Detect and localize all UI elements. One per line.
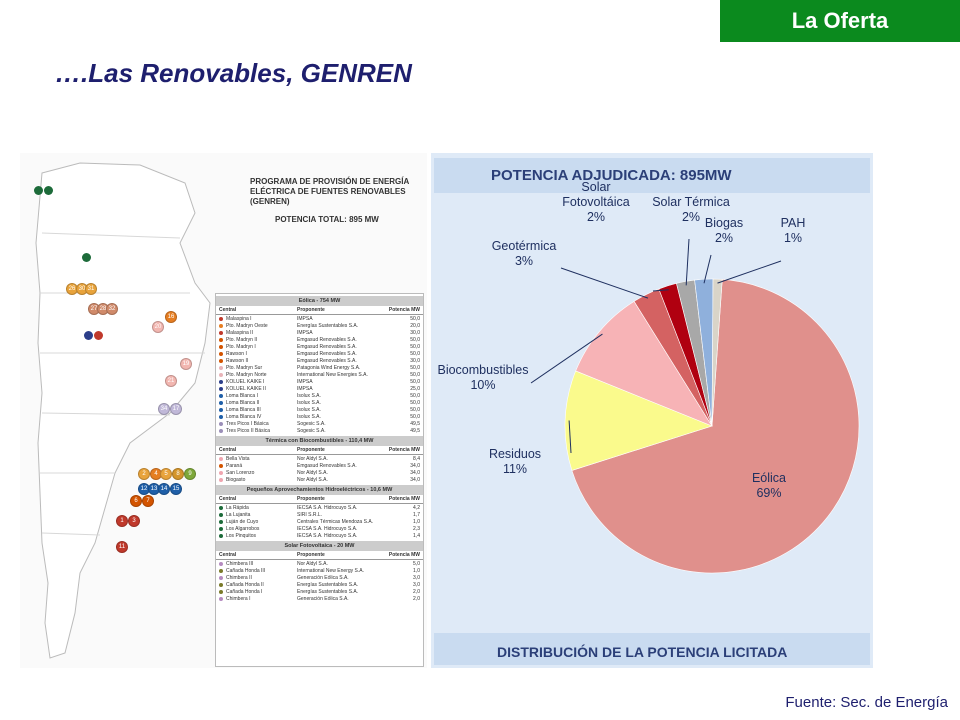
legend-dot [219, 331, 223, 335]
legend-dot [219, 429, 223, 433]
legend-dot [219, 352, 223, 356]
pie-label [714, 471, 824, 501]
cell-proponente: Emgasud Renovables S.A. [297, 462, 357, 469]
map-heading: PROGRAMA DE PROVISIÓN DE ENERGÍA ELÉCTRICA DE FUENTES RENOVABLES (GENREN) [250, 177, 409, 206]
leader-line [717, 261, 781, 283]
cell-potencia: 25,0 [410, 385, 420, 392]
map-marker: 2 [138, 468, 150, 480]
table-header [216, 306, 423, 315]
table-row [216, 413, 423, 420]
cell-proponente: Sogesic S.A. [297, 420, 326, 427]
cell-central: Paraná [219, 463, 297, 469]
cell-proponente: Isolux S.A. [297, 413, 321, 420]
plants-table [216, 541, 423, 602]
legend-dot [219, 520, 223, 524]
table-row [216, 525, 423, 532]
cell-central: La Rápida [219, 505, 297, 511]
cell-proponente: IMPSA [297, 378, 313, 385]
map-marker: 3 [128, 515, 140, 527]
map-marker: 21 [165, 375, 177, 387]
map-marker: 1 [116, 515, 128, 527]
cell-potencia: 50,0 [410, 364, 420, 371]
table-row [216, 406, 423, 413]
cell-central: Cañada Honda II [219, 582, 297, 588]
cell-proponente: IMPSA [297, 329, 313, 336]
col-central: Central [219, 447, 237, 453]
cell-proponente: Energías Sustentables S.A. [297, 322, 359, 329]
table-row [216, 315, 423, 322]
cell-potencia: 2,3 [413, 525, 420, 532]
cell-proponente: International New Energy S.A. [297, 567, 364, 574]
table-row [216, 588, 423, 595]
table-row [216, 462, 423, 469]
map-total: POTENCIA TOTAL: 895 MW [275, 215, 379, 224]
map-marker: 11 [116, 541, 128, 553]
map-marker: 28 [97, 303, 109, 315]
table-row [216, 511, 423, 518]
cell-potencia: 2,0 [413, 595, 420, 602]
legend-dot [219, 464, 223, 468]
cell-potencia: 49,5 [410, 420, 420, 427]
pie-label-value: 11% [502, 462, 528, 476]
cell-central: Bella Vista [219, 456, 297, 462]
legend-dot [219, 317, 223, 321]
cell-central: KOLUEL KAIKE II [219, 386, 297, 392]
cell-proponente: Nor Aldyl S.A. [297, 560, 328, 567]
cell-potencia: 50,0 [410, 413, 420, 420]
cell-proponente: IECSA S.A. Hidrocuyo S.A. [297, 532, 358, 539]
table-header [216, 495, 423, 504]
cell-central: Biogasto [219, 477, 297, 483]
legend-dot [219, 583, 223, 587]
cell-potencia: 50,0 [410, 315, 420, 322]
map-marker: 5 [160, 468, 172, 480]
cell-proponente: IECSA S.A. Hidrocuyo S.A. [297, 504, 358, 511]
map-marker: 31 [85, 283, 97, 295]
pie-label [460, 447, 570, 477]
table-row [216, 343, 423, 350]
legend-dot [219, 562, 223, 566]
cell-potencia: 3,0 [413, 574, 420, 581]
table-row [216, 371, 423, 378]
legend-dot [219, 401, 223, 405]
cell-proponente: Isolux S.A. [297, 392, 321, 399]
source-note: Fuente: Sec. de Energía [785, 694, 948, 711]
pie-label-name: Geotérmica [491, 239, 557, 253]
legend-dot [219, 394, 223, 398]
cell-potencia: 50,0 [410, 378, 420, 385]
cell-central: Cañada Honda III [219, 568, 297, 574]
col-proponente: Proponente [297, 447, 325, 453]
pie-label-value: 3% [514, 254, 534, 268]
cell-potencia: 50,0 [410, 392, 420, 399]
pie-label-name: Residuos [488, 447, 542, 461]
cell-potencia: 8,4 [413, 455, 420, 462]
cell-proponente: IMPSA [297, 315, 313, 322]
map-marker: 6 [130, 495, 142, 507]
pie-label-value: 10% [470, 378, 496, 392]
table-row [216, 469, 423, 476]
cell-proponente: Emgasud Renovables S.A. [297, 350, 357, 357]
page-title: ….Las Renovables, GENREN [55, 58, 412, 88]
cell-proponente: Emgasud Renovables S.A. [297, 357, 357, 364]
cell-proponente: Nor Aldyl S.A. [297, 476, 328, 483]
cell-proponente: Isolux S.A. [297, 406, 321, 413]
legend-dot [219, 590, 223, 594]
table-row [216, 357, 423, 364]
cell-central: San Lorenzo [219, 470, 297, 476]
pie-label [431, 363, 538, 393]
cell-potencia: 50,0 [410, 371, 420, 378]
table-header [216, 446, 423, 455]
pie-label-name: Solar [581, 180, 611, 194]
cell-central: Tres Picos II Básica [219, 428, 297, 434]
legend-dot [219, 324, 223, 328]
cell-potencia: 50,0 [410, 343, 420, 350]
table-row [216, 322, 423, 329]
table-row [216, 567, 423, 574]
table-title: Eólica - 754 MW [216, 296, 423, 306]
cell-potencia: 34,0 [410, 462, 420, 469]
legend-dot [219, 457, 223, 461]
pie-label [738, 216, 848, 246]
legend-dot [219, 387, 223, 391]
cell-proponente: Generación Eólica S.A. [297, 574, 349, 581]
table-row [216, 476, 423, 483]
pie-label-value: 1% [783, 231, 803, 245]
cell-central: Los Pinquitos [219, 533, 297, 539]
pie-label: Solar Fotovoltáica 2% [541, 180, 651, 225]
cell-potencia: 1,7 [413, 511, 420, 518]
pie-label-value: 2% [681, 210, 701, 224]
cell-central: Cañada Honda I [219, 589, 297, 595]
cell-central: Loma Blanca II [219, 400, 297, 406]
map-marker: 14 [158, 483, 170, 495]
map-marker: 20 [152, 321, 164, 333]
table-row [216, 420, 423, 427]
legend-dot [219, 478, 223, 482]
table-row [216, 532, 423, 539]
chart-footer: DISTRIBUCIÓN DE LA POTENCIA LICITADA [497, 644, 788, 660]
cell-proponente: Nor Aldyl S.A. [297, 469, 328, 476]
cell-proponente: IECSA S.A. Hidrocuyo S.A. [297, 525, 358, 532]
legend-dot [219, 366, 223, 370]
table-row [216, 504, 423, 511]
section-badge: La Oferta [720, 0, 960, 42]
table-row [216, 378, 423, 385]
legend-dot [219, 569, 223, 573]
map-marker [44, 186, 53, 195]
cell-proponente: SIRI S.R.L. [297, 511, 323, 518]
cell-central: La Lujanita [219, 512, 297, 518]
table-row [216, 329, 423, 336]
cell-proponente: Isolux S.A. [297, 399, 321, 406]
cell-potencia: 50,0 [410, 399, 420, 406]
cell-central: Loma Blanca I [219, 393, 297, 399]
table-row [216, 427, 423, 434]
table-row [216, 560, 423, 567]
cell-proponente: Centrales Térmicas Mendoza S.A. [297, 518, 374, 525]
cell-potencia: 50,0 [410, 336, 420, 343]
legend-dot [219, 506, 223, 510]
table-row [216, 385, 423, 392]
map-marker: 12 [138, 483, 150, 495]
map-marker: 16 [165, 311, 177, 323]
legend-dot [219, 359, 223, 363]
map-marker: 32 [106, 303, 118, 315]
cell-proponente: Energías Sustentables S.A. [297, 588, 359, 595]
legend-dot [219, 597, 223, 601]
cell-potencia: 20,0 [410, 322, 420, 329]
col-proponente: Proponente [297, 307, 325, 313]
cell-central: Pto. Madryn Oeste [219, 323, 297, 329]
table-title: Pequeños Aprovechamientos Hidroeléctricos - 10,6 MW [216, 485, 423, 495]
cell-potencia: 30,0 [410, 329, 420, 336]
cell-central: Tres Picos I Básica [219, 421, 297, 427]
legend-dot [219, 338, 223, 342]
table-title: Solar Fotovoltaica - 20 MW [216, 541, 423, 551]
cell-proponente: Nor Aldyl S.A. [297, 455, 328, 462]
table-row [216, 336, 423, 343]
cell-potencia: 4,2 [413, 504, 420, 511]
pie-label-name: Biocombustibles [437, 363, 529, 377]
col-proponente: Proponente [297, 552, 325, 558]
legend-dot [219, 422, 223, 426]
cell-central: Rawson I [219, 351, 297, 357]
cell-potencia: 2,0 [413, 588, 420, 595]
plants-table [216, 296, 423, 434]
cell-proponente: Energías Sustentables S.A. [297, 581, 359, 588]
col-potencia: Potencia MW [388, 447, 420, 453]
map-marker: 34 [158, 403, 170, 415]
legend-dot [219, 576, 223, 580]
legend-dot [219, 373, 223, 377]
map-marker: 30 [76, 283, 88, 295]
table-row [216, 364, 423, 371]
genren-map-figure [20, 153, 427, 668]
cell-potencia: 5,0 [413, 560, 420, 567]
map-marker: 27 [88, 303, 100, 315]
legend-dot [219, 471, 223, 475]
cell-potencia: 49,5 [410, 427, 420, 434]
legend-dot [219, 345, 223, 349]
map-marker: 26 [66, 283, 78, 295]
cell-proponente: Emgasud Renovables S.A. [297, 336, 357, 343]
pie-chart-panel [431, 153, 873, 668]
map-marker [82, 253, 91, 262]
pie-label-name: Solar Térmica [652, 195, 730, 209]
cell-central: Malaspina I [219, 316, 297, 322]
cell-potencia: 3,0 [413, 581, 420, 588]
legend-dot [219, 408, 223, 412]
legend-dot [219, 415, 223, 419]
pie-label-value: 2% [714, 231, 734, 245]
cell-central: Pto. Madryn I [219, 344, 297, 350]
cell-potencia: 34,0 [410, 476, 420, 483]
cell-central: Chimbera I [219, 596, 297, 602]
chart-title: POTENCIA ADJUDICADA: 895MW [491, 167, 732, 184]
cell-central: Pto. Madryn Norte [219, 372, 297, 378]
map-marker: 7 [142, 495, 154, 507]
col-central: Central [219, 552, 237, 558]
cell-central: Malaspina II [219, 330, 297, 336]
cell-central: Loma Blanca IV [219, 414, 297, 420]
map-marker: 13 [148, 483, 160, 495]
cell-central: KOLUEL KAIKE I [219, 379, 297, 385]
cell-potencia: 34,0 [410, 469, 420, 476]
map-marker: 9 [184, 468, 196, 480]
cell-proponente: Emgasud Renovables S.A. [297, 343, 357, 350]
cell-central: Rawson II [219, 358, 297, 364]
cell-proponente: Generación Eólica S.A. [297, 595, 349, 602]
cell-proponente: Patagonia Wind Energy S.A. [297, 364, 361, 371]
table-row [216, 574, 423, 581]
table-row [216, 518, 423, 525]
cell-potencia: 50,0 [410, 406, 420, 413]
cell-central: Luján de Cuyo [219, 519, 297, 525]
col-potencia: Potencia MW [388, 307, 420, 313]
map-marker: 15 [170, 483, 182, 495]
cell-potencia: 30,0 [410, 357, 420, 364]
table-row [216, 350, 423, 357]
cell-central: Chimbera III [219, 561, 297, 567]
cell-proponente: IMPSA [297, 385, 313, 392]
map-marker: 17 [170, 403, 182, 415]
table-row [216, 392, 423, 399]
pie-label-name: Eólica [751, 471, 787, 485]
table-row [216, 595, 423, 602]
map-marker [34, 186, 43, 195]
plants-tables [215, 293, 424, 667]
pie-label-value: 69% [756, 486, 782, 500]
legend-dot [219, 380, 223, 384]
cell-potencia: 1,0 [413, 567, 420, 574]
legend-dot [219, 527, 223, 531]
col-central: Central [219, 496, 237, 502]
col-potencia: Potencia MW [388, 552, 420, 558]
map-marker: 4 [150, 468, 162, 480]
leader-line [561, 268, 648, 298]
cell-central: Pto. Madryn Sur [219, 365, 297, 371]
cell-central: Pto. Madryn II [219, 337, 297, 343]
table-row [216, 399, 423, 406]
cell-central: Los Algarrobos [219, 526, 297, 532]
table-row [216, 455, 423, 462]
col-central: Central [219, 307, 237, 313]
plants-table [216, 436, 423, 483]
map-marker: 19 [180, 358, 192, 370]
col-potencia: Potencia MW [388, 496, 420, 502]
pie-label-name: PAH [780, 216, 806, 230]
table-row [216, 581, 423, 588]
cell-central: Chimbera II [219, 575, 297, 581]
map-marker [94, 331, 103, 340]
cell-potencia: 50,0 [410, 350, 420, 357]
cell-potencia: 1,0 [413, 518, 420, 525]
map-marker [84, 331, 93, 340]
map-marker: 8 [172, 468, 184, 480]
table-title: Térmica con Biocombustibles - 110,4 MW [216, 436, 423, 446]
cell-proponente: International New Energies S.A. [297, 371, 368, 378]
col-proponente: Proponente [297, 496, 325, 502]
cell-potencia: 1,4 [413, 532, 420, 539]
pie-label [469, 239, 579, 269]
pie-label-value: 2% [586, 210, 606, 224]
legend-dot [219, 513, 223, 517]
legend-dot [219, 534, 223, 538]
plants-table [216, 485, 423, 539]
cell-proponente: Sogesic S.A. [297, 427, 326, 434]
cell-central: Loma Blanca III [219, 407, 297, 413]
table-header [216, 551, 423, 560]
pie-label-name: Biogas [704, 216, 744, 230]
